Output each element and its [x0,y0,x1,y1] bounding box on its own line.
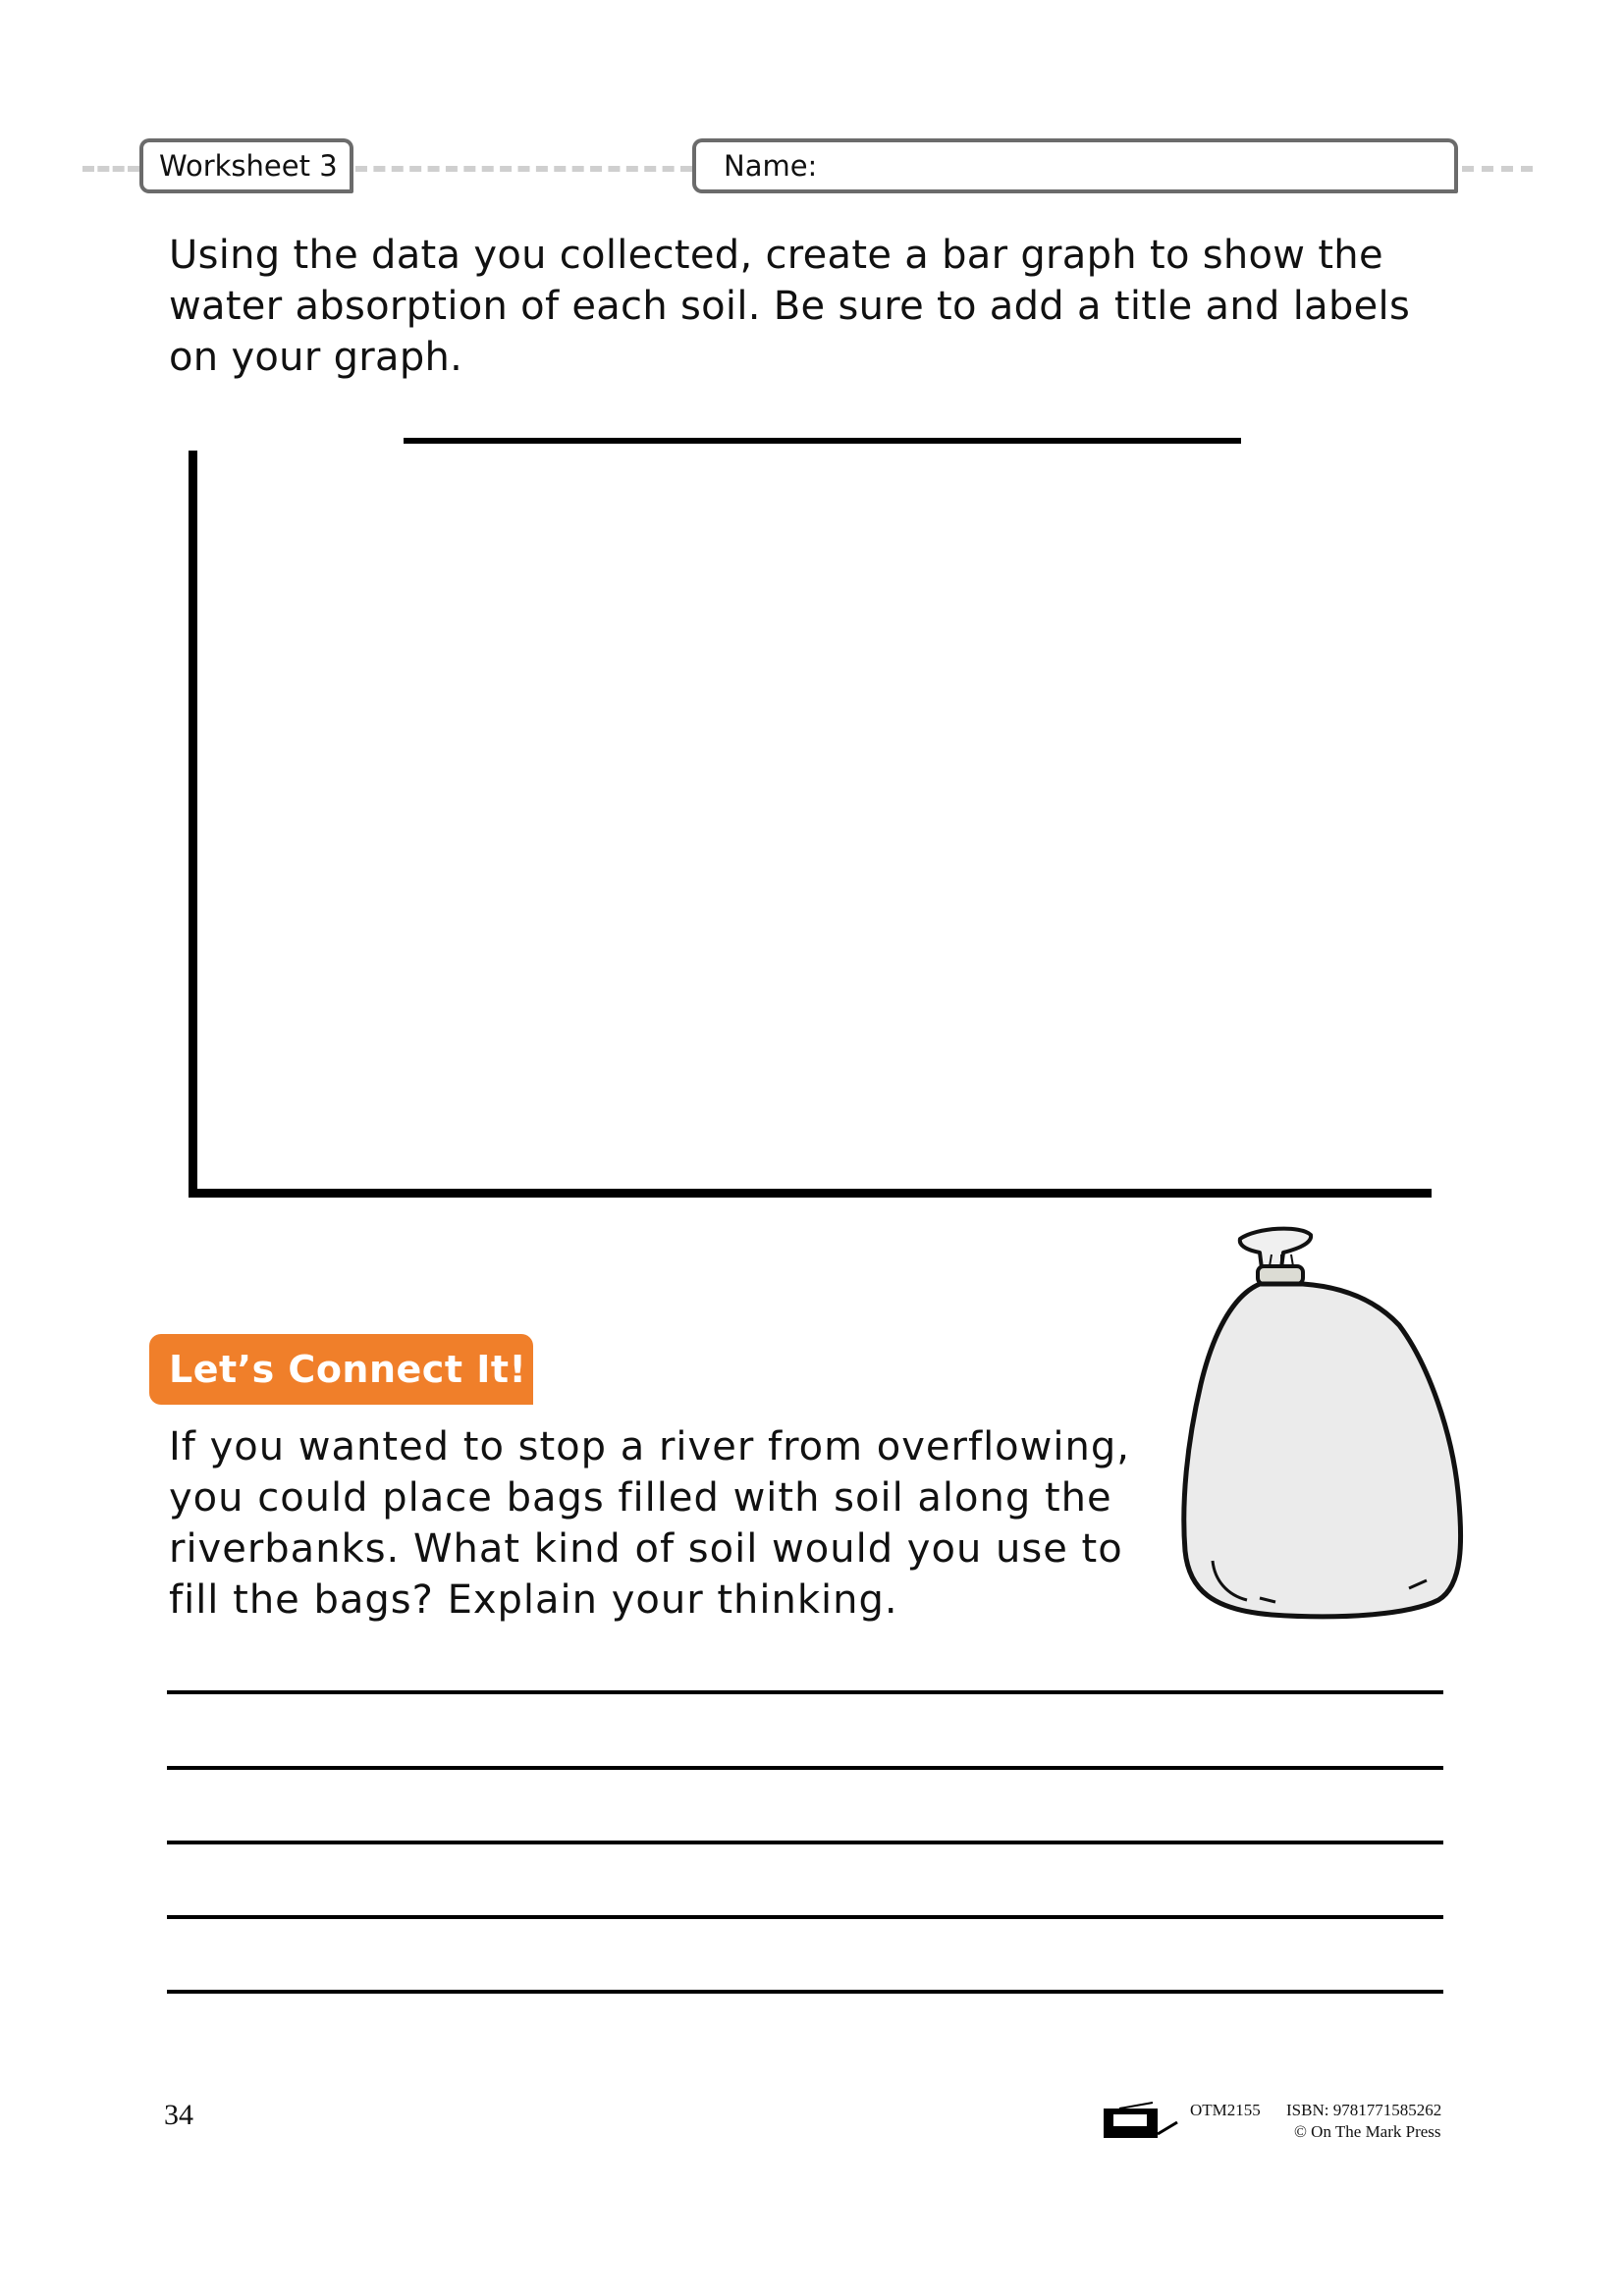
answer-line-4[interactable] [167,1915,1443,1919]
worksheet-label-text: Worksheet 3 [159,149,338,183]
product-code: OTM2155 [1190,2101,1261,2119]
answer-line-3[interactable] [167,1841,1443,1844]
worksheet-label [139,138,353,193]
sandbag-icon [1173,1217,1468,1629]
answer-line-1[interactable] [167,1690,1443,1694]
on-the-mark-press-logo-icon [1102,2101,1180,2140]
header-dash-left [82,166,139,172]
copyright: © On The Mark Press [1294,2122,1441,2141]
isbn: ISBN: 9781771585262 [1286,2101,1442,2119]
graph-y-axis [189,451,197,1198]
graph-title-line[interactable] [404,438,1241,444]
header-dash-right [1462,166,1533,172]
instructions-text: Using the data you collected, create a bar graph to show the water absorption of each soil. Be sure to add a title and labels on your graph. [169,233,1411,380]
page-number: 34 [164,2099,193,2131]
answer-line-2[interactable] [167,1766,1443,1770]
graph-x-axis [189,1189,1432,1198]
connect-question: If you wanted to stop a river from overflowing, you could place bags filled with soil along the riverbanks. What kind of soil would you use to fill the bags? Explain your thinking. [169,1424,1130,1623]
answer-line-5[interactable] [167,1990,1443,1994]
connect-badge: Let’s Connect It! [149,1334,533,1405]
header-dash-middle [355,166,692,172]
name-label: Name: [724,149,818,183]
name-field[interactable] [692,138,1458,193]
